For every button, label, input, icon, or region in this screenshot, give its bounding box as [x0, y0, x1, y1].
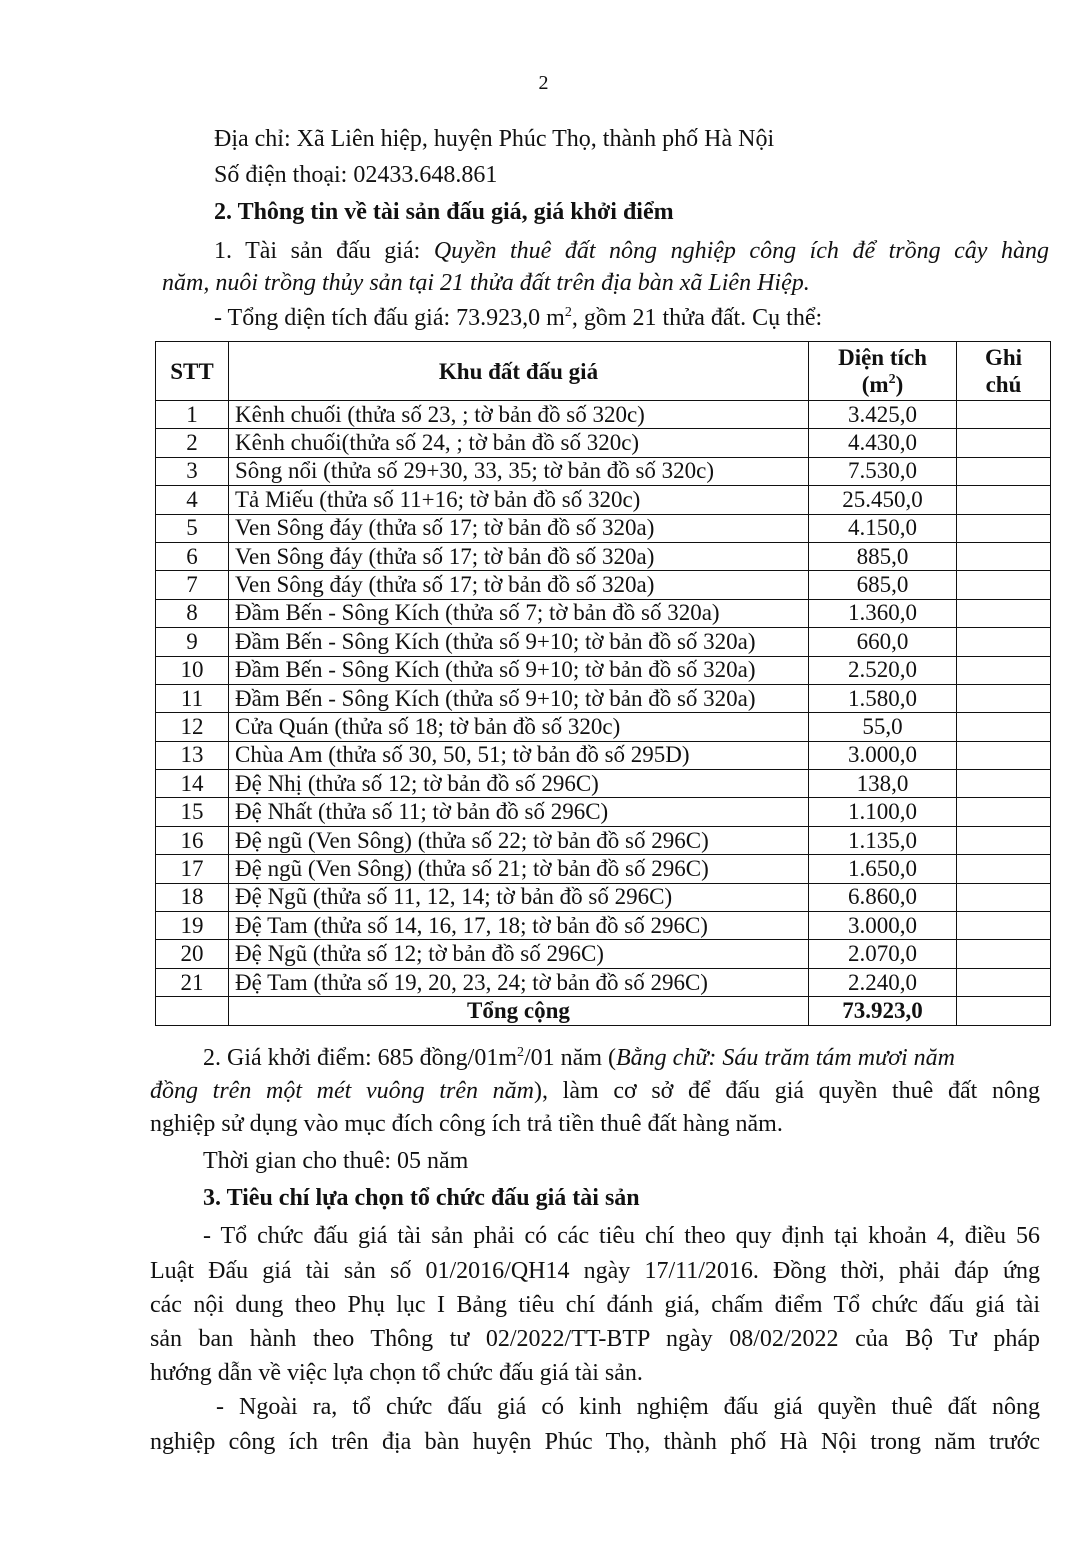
- row-area-name: Kênh chuối (thửa số 23, ; tờ bản đồ số 320c): [229, 401, 809, 429]
- row-area-name: Đệ Ngũ (thửa số 12; tờ bản đồ số 296C): [229, 940, 809, 968]
- row-stt: 6: [156, 542, 229, 570]
- phone-line: Số điện thoại: 02433.648.861: [214, 162, 498, 188]
- lease-time: Thời gian cho thuê: 05 năm: [203, 1148, 469, 1174]
- row-stt: 19: [156, 912, 229, 940]
- row-stt: 4: [156, 486, 229, 514]
- row-stt: 10: [156, 656, 229, 684]
- header-note: Ghi chú: [957, 342, 1051, 401]
- table-row: [156, 401, 1051, 429]
- row-stt: 20: [156, 940, 229, 968]
- table-row: [156, 741, 1051, 769]
- row-area-name: Đầm Bến - Sông Kích (thửa số 7; tờ bản đồ số 320a): [229, 599, 809, 627]
- table-row: [156, 457, 1051, 485]
- row-note: [957, 429, 1051, 457]
- row-area-size: 55,0: [809, 713, 957, 741]
- header-size-label: Diện tích: [838, 345, 927, 370]
- price-line-2: đồng trên một mét vuông trên năm), làm cơ sở để đấu giá quyền thuê đất nông: [150, 1078, 1040, 1104]
- header-stt: STT: [156, 342, 229, 401]
- row-area-size: 1.100,0: [809, 798, 957, 826]
- criteria-line: sản ban hành theo Thông tư 02/2022/TT-BTP ngày 08/02/2022 của Bộ Tư pháp: [150, 1326, 1040, 1352]
- table-row: [156, 599, 1051, 627]
- total-label: Tổng cộng: [229, 997, 809, 1025]
- row-stt: 16: [156, 826, 229, 854]
- total-stt-cell: [156, 997, 229, 1025]
- table-body: [156, 401, 1051, 1026]
- row-stt: 12: [156, 713, 229, 741]
- row-note: [957, 599, 1051, 627]
- header-area-name: Khu đất đấu giá: [229, 342, 809, 401]
- row-stt: 13: [156, 741, 229, 769]
- total-area-rest: , gồm 21 thửa đất. Cụ thể:: [571, 305, 823, 331]
- row-area-size: 2.240,0: [809, 968, 957, 996]
- row-note: [957, 514, 1051, 542]
- row-note: [957, 628, 1051, 656]
- row-area-name: Đầm Bến - Sông Kích (thửa số 9+10; tờ bản đồ số 320a): [229, 628, 809, 656]
- table-row: [156, 940, 1051, 968]
- table-row: [156, 798, 1051, 826]
- row-stt: 21: [156, 968, 229, 996]
- table-row: [156, 571, 1051, 599]
- row-stt: 15: [156, 798, 229, 826]
- row-stt: 11: [156, 684, 229, 712]
- row-area-name: Cửa Quán (thửa số 18; tờ bản đồ số 320c): [229, 713, 809, 741]
- row-note: [957, 855, 1051, 883]
- criteria-line: - Tổ chức đấu giá tài sản phải có các tiêu chí theo quy định tại khoản 4, điều 56: [203, 1223, 1040, 1249]
- row-area-name: Ven Sông đáy (thửa số 17; tờ bản đồ số 320a): [229, 571, 809, 599]
- total-area-sup: 2: [564, 305, 572, 320]
- row-stt: 5: [156, 514, 229, 542]
- row-note: [957, 798, 1051, 826]
- table-row: [156, 912, 1051, 940]
- total-note-cell: [957, 997, 1051, 1025]
- row-area-size: 885,0: [809, 542, 957, 570]
- row-area-name: Ven Sông đáy (thửa số 17; tờ bản đồ số 320a): [229, 542, 809, 570]
- row-area-size: 138,0: [809, 770, 957, 798]
- land-plots-table: [155, 341, 1051, 1026]
- row-area-size: 1.650,0: [809, 855, 957, 883]
- row-area-size: 3.000,0: [809, 912, 957, 940]
- section-2-title: 2. Thông tin về tài sản đấu giá, giá khởi điểm: [214, 199, 674, 225]
- row-note: [957, 968, 1051, 996]
- row-area-size: 1.360,0: [809, 599, 957, 627]
- total-area: 73.923,0: [809, 997, 957, 1025]
- row-area-size: 4.150,0: [809, 514, 957, 542]
- table-row: [156, 656, 1051, 684]
- table-total-row: [156, 997, 1051, 1025]
- row-area-size: 25.450,0: [809, 486, 957, 514]
- address-line: Địa chỉ: Xã Liên hiệp, huyện Phúc Thọ, thành phố Hà Nội: [214, 126, 775, 152]
- table-header-row: [156, 342, 1051, 401]
- table-row: [156, 883, 1051, 911]
- row-area-name: Đệ ngũ (Ven Sông) (thửa số 22; tờ bản đồ số 296C): [229, 826, 809, 854]
- row-stt: 2: [156, 429, 229, 457]
- row-area-name: Đệ Nhị (thửa số 12; tờ bản đồ số 296C): [229, 770, 809, 798]
- row-note: [957, 542, 1051, 570]
- row-area-size: 7.530,0: [809, 457, 957, 485]
- row-note: [957, 401, 1051, 429]
- row-note: [957, 912, 1051, 940]
- page-number: 2: [538, 72, 549, 94]
- row-note: [957, 940, 1051, 968]
- asset-description-2: năm, nuôi trồng thủy sản tại 21 thửa đất trên địa bàn xã Liên Hiệp.: [162, 270, 810, 296]
- asset-prefix: 1. Tài sản đấu giá:: [214, 238, 434, 264]
- asset-description-1: Quyền thuê đất nông nghiệp công ích để trồng cây hàng: [433, 238, 1049, 264]
- row-area-name: Kênh chuối(thửa số 24, ; tờ bản đồ số 320c): [229, 429, 809, 457]
- row-stt: 8: [156, 599, 229, 627]
- criteria-line: hướng dẫn về việc lựa chọn tổ chức đấu giá tài sản.: [150, 1360, 643, 1386]
- row-note: [957, 883, 1051, 911]
- table-row: [156, 486, 1051, 514]
- row-stt: 1: [156, 401, 229, 429]
- row-area-size: 4.430,0: [809, 429, 957, 457]
- row-note: [957, 826, 1051, 854]
- row-area-name: Đệ Tam (thửa số 14, 16, 17, 18; tờ bản đồ số 296C): [229, 912, 809, 940]
- row-area-size: 1.580,0: [809, 684, 957, 712]
- price-in-words-2: đồng trên một mét vuông trên năm: [150, 1078, 534, 1104]
- row-note: [957, 457, 1051, 485]
- row-note: [957, 571, 1051, 599]
- row-area-name: Ven Sông đáy (thửa số 17; tờ bản đồ số 320a): [229, 514, 809, 542]
- row-area-name: Sông nổi (thửa số 29+30, 33, 35; tờ bản đồ số 320c): [229, 457, 809, 485]
- table-row: [156, 514, 1051, 542]
- total-area-text: - Tổng diện tích đấu giá: 73.923,0 m: [214, 305, 565, 331]
- row-stt: 17: [156, 855, 229, 883]
- row-area-name: Tả Miếu (thửa số 11+16; tờ bản đồ số 320c): [229, 486, 809, 514]
- table-row: [156, 826, 1051, 854]
- asset-line-1: [214, 236, 1049, 266]
- row-area-size: 660,0: [809, 628, 957, 656]
- table-row: [156, 684, 1051, 712]
- total-area-line: [214, 303, 822, 333]
- criteria-line: các nội dung theo Phụ lục I Bảng tiêu chí đánh giá, chấm điểm Tổ chức đấu giá tài: [150, 1292, 1040, 1318]
- row-area-size: 2.520,0: [809, 656, 957, 684]
- header-size-unit: $(m^2)$: [861, 372, 904, 397]
- criteria-line: Luật Đấu giá tài sản số 01/2016/QH14 ngày 17/11/2016. Đồng thời, phải đáp ứng: [150, 1258, 1040, 1284]
- price-line-3: nghiệp sử dụng vào mục đích công ích trả tiền thuê đất hàng năm.: [150, 1111, 783, 1137]
- table-row: [156, 542, 1051, 570]
- row-area-name: Chùa Am (thửa số 30, 50, 51; tờ bản đồ số 295D): [229, 741, 809, 769]
- row-area-name: Đệ ngũ (Ven Sông) (thửa số 21; tờ bản đồ số 296C): [229, 855, 809, 883]
- row-note: [957, 486, 1051, 514]
- header-size: [809, 342, 957, 401]
- row-area-size: 1.135,0: [809, 826, 957, 854]
- row-area-name: Đệ Nhất (thửa số 11; tờ bản đồ số 296C): [229, 798, 809, 826]
- row-note: [957, 684, 1051, 712]
- section-3-title: 3. Tiêu chí lựa chọn tổ chức đấu giá tài sản: [203, 1185, 640, 1211]
- row-stt: 14: [156, 770, 229, 798]
- price-sup: 2: [517, 1045, 525, 1060]
- row-stt: 3: [156, 457, 229, 485]
- table-row: [156, 855, 1051, 883]
- row-area-size: 685,0: [809, 571, 957, 599]
- row-area-name: Đầm Bến - Sông Kích (thửa số 9+10; tờ bản đồ số 320a): [229, 656, 809, 684]
- row-area-name: Đầm Bến - Sông Kích (thửa số 9+10; tờ bản đồ số 320a): [229, 684, 809, 712]
- row-note: [957, 656, 1051, 684]
- row-area-name: Đệ Tam (thửa số 19, 20, 23, 24; tờ bản đồ số 296C): [229, 968, 809, 996]
- row-note: [957, 770, 1051, 798]
- row-area-size: 3.000,0: [809, 741, 957, 769]
- row-stt: 18: [156, 883, 229, 911]
- row-note: [957, 741, 1051, 769]
- row-area-size: 6.860,0: [809, 883, 957, 911]
- table-row: [156, 770, 1051, 798]
- price-line-1: 2. Giá khởi điểm: 685 đồng/$01m^2/01$ năm (Bằng chữ: Sáu trăm tám mươi năm: [203, 1045, 955, 1071]
- row-stt: 7: [156, 571, 229, 599]
- table-row: [156, 628, 1051, 656]
- row-note: [957, 713, 1051, 741]
- experience-line: nghiệp công ích trên địa bàn huyện Phúc Thọ, thành phố Hà Nội trong năm trước: [150, 1429, 1040, 1455]
- price-text: 2. Giá khởi điểm: 685 đồng/01m: [203, 1045, 518, 1071]
- row-area-name: Đệ Ngũ (thửa số 11, 12, 14; tờ bản đồ số 296C): [229, 883, 809, 911]
- price-in-words: Bằng chữ: Sáu trăm tám mươi năm: [616, 1045, 955, 1071]
- table-row: [156, 713, 1051, 741]
- table-row: [156, 968, 1051, 996]
- experience-line: - Ngoài ra, tổ chức đấu giá có kinh nghiệm đấu giá quyền thuê đất nông: [216, 1394, 1040, 1420]
- row-area-size: 3.425,0: [809, 401, 957, 429]
- row-stt: 9: [156, 628, 229, 656]
- row-area-size: 2.070,0: [809, 940, 957, 968]
- table-row: [156, 429, 1051, 457]
